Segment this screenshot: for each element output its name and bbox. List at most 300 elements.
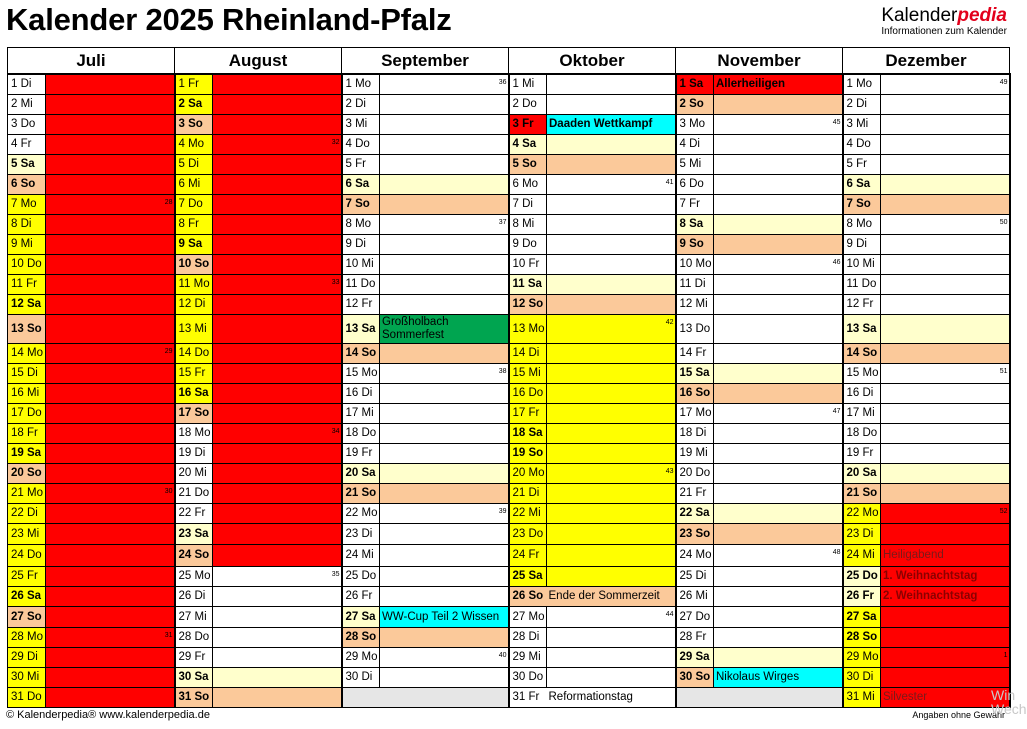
day-cell[interactable] bbox=[509, 274, 547, 294]
day-cell[interactable] bbox=[8, 503, 46, 523]
day-cell[interactable] bbox=[843, 383, 881, 403]
day-cell[interactable] bbox=[676, 606, 714, 627]
event-cell[interactable] bbox=[213, 214, 342, 234]
event-cell[interactable] bbox=[213, 423, 342, 443]
event-cell[interactable] bbox=[881, 523, 1010, 544]
day-cell[interactable] bbox=[8, 523, 46, 544]
day-cell[interactable] bbox=[342, 274, 380, 294]
day-cell[interactable] bbox=[342, 586, 380, 606]
day-cell[interactable] bbox=[342, 254, 380, 274]
day-cell[interactable] bbox=[8, 154, 46, 174]
day-cell[interactable] bbox=[843, 443, 881, 463]
event-cell[interactable] bbox=[547, 586, 676, 606]
event-cell[interactable] bbox=[213, 94, 342, 114]
day-cell[interactable] bbox=[175, 667, 213, 687]
event-cell[interactable] bbox=[46, 463, 175, 483]
day-cell[interactable] bbox=[8, 254, 46, 274]
event-cell[interactable] bbox=[46, 94, 175, 114]
day-cell[interactable] bbox=[509, 343, 547, 363]
event-cell[interactable] bbox=[46, 314, 175, 343]
event-cell[interactable] bbox=[881, 343, 1010, 363]
day-cell[interactable] bbox=[342, 523, 380, 544]
event-cell[interactable] bbox=[213, 194, 342, 214]
event-cell[interactable] bbox=[714, 566, 843, 586]
event-cell[interactable] bbox=[213, 314, 342, 343]
day-cell[interactable] bbox=[175, 606, 213, 627]
event-cell[interactable] bbox=[881, 403, 1010, 423]
event-cell[interactable] bbox=[213, 294, 342, 314]
event-cell[interactable] bbox=[547, 667, 676, 687]
day-cell[interactable] bbox=[342, 566, 380, 586]
day-cell[interactable] bbox=[676, 544, 714, 566]
day-cell[interactable] bbox=[342, 154, 380, 174]
event-cell[interactable] bbox=[46, 523, 175, 544]
event-cell[interactable] bbox=[213, 154, 342, 174]
event-cell[interactable] bbox=[714, 687, 843, 707]
event-cell[interactable] bbox=[380, 586, 509, 606]
day-cell[interactable] bbox=[175, 114, 213, 134]
day-cell[interactable] bbox=[509, 314, 547, 343]
event-cell[interactable] bbox=[714, 74, 843, 94]
day-cell[interactable] bbox=[843, 254, 881, 274]
event-cell[interactable] bbox=[547, 154, 676, 174]
day-cell[interactable] bbox=[843, 667, 881, 687]
event-cell[interactable] bbox=[213, 463, 342, 483]
day-cell[interactable] bbox=[175, 463, 213, 483]
day-cell[interactable] bbox=[509, 586, 547, 606]
day-cell[interactable] bbox=[342, 687, 380, 707]
event-cell[interactable] bbox=[714, 544, 843, 566]
day-cell[interactable] bbox=[676, 234, 714, 254]
event-cell[interactable] bbox=[46, 687, 175, 707]
event-cell[interactable] bbox=[380, 483, 509, 503]
day-cell[interactable] bbox=[843, 114, 881, 134]
day-cell[interactable] bbox=[843, 363, 881, 383]
day-cell[interactable] bbox=[342, 294, 380, 314]
day-cell[interactable] bbox=[509, 74, 547, 94]
event-cell[interactable] bbox=[547, 483, 676, 503]
event-cell[interactable] bbox=[881, 463, 1010, 483]
day-cell[interactable] bbox=[676, 586, 714, 606]
day-cell[interactable] bbox=[8, 647, 46, 667]
event-cell[interactable] bbox=[547, 214, 676, 234]
event-cell[interactable] bbox=[881, 503, 1010, 523]
event-cell[interactable] bbox=[714, 503, 843, 523]
event-cell[interactable] bbox=[380, 403, 509, 423]
event-cell[interactable] bbox=[46, 483, 175, 503]
day-cell[interactable] bbox=[676, 403, 714, 423]
event-cell[interactable] bbox=[881, 94, 1010, 114]
event-cell[interactable] bbox=[213, 606, 342, 627]
event-cell[interactable] bbox=[547, 463, 676, 483]
event-cell[interactable] bbox=[380, 254, 509, 274]
event-cell[interactable] bbox=[46, 343, 175, 363]
day-cell[interactable] bbox=[676, 627, 714, 647]
event-cell[interactable] bbox=[881, 383, 1010, 403]
day-cell[interactable] bbox=[676, 383, 714, 403]
event-cell[interactable] bbox=[881, 254, 1010, 274]
day-cell[interactable] bbox=[843, 687, 881, 707]
day-cell[interactable] bbox=[175, 586, 213, 606]
event-cell[interactable] bbox=[714, 194, 843, 214]
event-cell[interactable] bbox=[547, 403, 676, 423]
day-cell[interactable] bbox=[509, 403, 547, 423]
day-cell[interactable] bbox=[676, 566, 714, 586]
event-cell[interactable] bbox=[881, 363, 1010, 383]
day-cell[interactable] bbox=[843, 523, 881, 544]
day-cell[interactable] bbox=[175, 363, 213, 383]
day-cell[interactable] bbox=[509, 154, 547, 174]
event-cell[interactable] bbox=[213, 586, 342, 606]
day-cell[interactable] bbox=[676, 94, 714, 114]
day-cell[interactable] bbox=[509, 294, 547, 314]
event-cell[interactable] bbox=[547, 254, 676, 274]
event-cell[interactable] bbox=[380, 194, 509, 214]
day-cell[interactable] bbox=[509, 254, 547, 274]
event-cell[interactable] bbox=[714, 383, 843, 403]
day-cell[interactable] bbox=[342, 234, 380, 254]
day-cell[interactable] bbox=[676, 503, 714, 523]
day-cell[interactable] bbox=[8, 463, 46, 483]
day-cell[interactable] bbox=[509, 483, 547, 503]
event-cell[interactable] bbox=[46, 214, 175, 234]
event-cell[interactable] bbox=[380, 503, 509, 523]
day-cell[interactable] bbox=[676, 343, 714, 363]
event-cell[interactable] bbox=[46, 74, 175, 94]
day-cell[interactable] bbox=[8, 566, 46, 586]
event-cell[interactable] bbox=[46, 383, 175, 403]
day-cell[interactable] bbox=[843, 566, 881, 586]
event-cell[interactable] bbox=[380, 74, 509, 94]
event-cell[interactable] bbox=[881, 544, 1010, 566]
event-cell[interactable] bbox=[547, 503, 676, 523]
day-cell[interactable] bbox=[509, 383, 547, 403]
day-cell[interactable] bbox=[342, 383, 380, 403]
day-cell[interactable] bbox=[843, 314, 881, 343]
event-cell[interactable] bbox=[213, 566, 342, 586]
day-cell[interactable] bbox=[8, 343, 46, 363]
day-cell[interactable] bbox=[843, 274, 881, 294]
day-cell[interactable] bbox=[843, 294, 881, 314]
day-cell[interactable] bbox=[509, 363, 547, 383]
event-cell[interactable] bbox=[714, 114, 843, 134]
day-cell[interactable] bbox=[676, 174, 714, 194]
day-cell[interactable] bbox=[8, 114, 46, 134]
event-cell[interactable] bbox=[714, 294, 843, 314]
event-cell[interactable] bbox=[213, 627, 342, 647]
day-cell[interactable] bbox=[676, 483, 714, 503]
day-cell[interactable] bbox=[8, 134, 46, 154]
day-cell[interactable] bbox=[175, 627, 213, 647]
event-cell[interactable] bbox=[547, 194, 676, 214]
event-cell[interactable] bbox=[46, 423, 175, 443]
event-cell[interactable] bbox=[46, 647, 175, 667]
event-cell[interactable] bbox=[714, 627, 843, 647]
event-cell[interactable] bbox=[714, 214, 843, 234]
day-cell[interactable] bbox=[342, 503, 380, 523]
event-cell[interactable] bbox=[881, 114, 1010, 134]
event-cell[interactable] bbox=[46, 606, 175, 627]
event-cell[interactable] bbox=[881, 154, 1010, 174]
day-cell[interactable] bbox=[175, 383, 213, 403]
day-cell[interactable] bbox=[676, 114, 714, 134]
day-cell[interactable] bbox=[509, 687, 547, 707]
event-cell[interactable] bbox=[881, 586, 1010, 606]
event-cell[interactable] bbox=[714, 314, 843, 343]
event-cell[interactable] bbox=[881, 443, 1010, 463]
event-cell[interactable] bbox=[380, 566, 509, 586]
day-cell[interactable] bbox=[509, 463, 547, 483]
day-cell[interactable] bbox=[342, 443, 380, 463]
day-cell[interactable] bbox=[175, 647, 213, 667]
event-cell[interactable] bbox=[380, 94, 509, 114]
event-cell[interactable] bbox=[714, 154, 843, 174]
event-cell[interactable] bbox=[213, 687, 342, 707]
event-cell[interactable] bbox=[46, 194, 175, 214]
day-cell[interactable] bbox=[342, 627, 380, 647]
event-cell[interactable] bbox=[380, 647, 509, 667]
day-cell[interactable] bbox=[8, 423, 46, 443]
event-cell[interactable] bbox=[881, 274, 1010, 294]
event-cell[interactable] bbox=[547, 383, 676, 403]
day-cell[interactable] bbox=[8, 363, 46, 383]
day-cell[interactable] bbox=[676, 314, 714, 343]
event-cell[interactable] bbox=[714, 234, 843, 254]
event-cell[interactable] bbox=[380, 523, 509, 544]
event-cell[interactable] bbox=[380, 174, 509, 194]
event-cell[interactable] bbox=[46, 274, 175, 294]
day-cell[interactable] bbox=[843, 234, 881, 254]
event-cell[interactable] bbox=[714, 443, 843, 463]
event-cell[interactable] bbox=[213, 114, 342, 134]
event-cell[interactable] bbox=[714, 463, 843, 483]
day-cell[interactable] bbox=[342, 174, 380, 194]
day-cell[interactable] bbox=[175, 566, 213, 586]
day-cell[interactable] bbox=[509, 443, 547, 463]
day-cell[interactable] bbox=[8, 627, 46, 647]
day-cell[interactable] bbox=[342, 544, 380, 566]
day-cell[interactable] bbox=[175, 154, 213, 174]
day-cell[interactable] bbox=[342, 343, 380, 363]
day-cell[interactable] bbox=[843, 174, 881, 194]
day-cell[interactable] bbox=[509, 94, 547, 114]
day-cell[interactable] bbox=[8, 214, 46, 234]
event-cell[interactable] bbox=[547, 174, 676, 194]
day-cell[interactable] bbox=[509, 544, 547, 566]
event-cell[interactable] bbox=[881, 194, 1010, 214]
day-cell[interactable] bbox=[342, 483, 380, 503]
event-cell[interactable] bbox=[714, 403, 843, 423]
event-cell[interactable] bbox=[46, 544, 175, 566]
event-cell[interactable] bbox=[46, 443, 175, 463]
day-cell[interactable] bbox=[175, 443, 213, 463]
day-cell[interactable] bbox=[8, 174, 46, 194]
day-cell[interactable] bbox=[843, 194, 881, 214]
event-cell[interactable] bbox=[714, 134, 843, 154]
event-cell[interactable] bbox=[380, 606, 509, 627]
brand-logo[interactable] bbox=[881, 6, 1007, 37]
event-cell[interactable] bbox=[547, 294, 676, 314]
day-cell[interactable] bbox=[8, 586, 46, 606]
event-cell[interactable] bbox=[380, 383, 509, 403]
day-cell[interactable] bbox=[342, 214, 380, 234]
event-cell[interactable] bbox=[213, 443, 342, 463]
day-cell[interactable] bbox=[509, 134, 547, 154]
day-cell[interactable] bbox=[175, 687, 213, 707]
day-cell[interactable] bbox=[8, 74, 46, 94]
day-cell[interactable] bbox=[843, 343, 881, 363]
event-cell[interactable] bbox=[213, 483, 342, 503]
event-cell[interactable] bbox=[547, 134, 676, 154]
event-cell[interactable] bbox=[547, 606, 676, 627]
event-cell[interactable] bbox=[547, 234, 676, 254]
event-cell[interactable] bbox=[46, 403, 175, 423]
event-cell[interactable] bbox=[380, 463, 509, 483]
day-cell[interactable] bbox=[676, 687, 714, 707]
event-cell[interactable] bbox=[380, 294, 509, 314]
day-cell[interactable] bbox=[843, 403, 881, 423]
event-cell[interactable] bbox=[714, 343, 843, 363]
day-cell[interactable] bbox=[175, 274, 213, 294]
event-cell[interactable] bbox=[547, 94, 676, 114]
day-cell[interactable] bbox=[342, 647, 380, 667]
day-cell[interactable] bbox=[676, 294, 714, 314]
day-cell[interactable] bbox=[843, 483, 881, 503]
day-cell[interactable] bbox=[342, 194, 380, 214]
event-cell[interactable] bbox=[547, 274, 676, 294]
event-cell[interactable] bbox=[46, 154, 175, 174]
event-cell[interactable] bbox=[213, 343, 342, 363]
day-cell[interactable] bbox=[8, 606, 46, 627]
day-cell[interactable] bbox=[676, 154, 714, 174]
day-cell[interactable] bbox=[843, 627, 881, 647]
day-cell[interactable] bbox=[342, 463, 380, 483]
event-cell[interactable] bbox=[46, 667, 175, 687]
day-cell[interactable] bbox=[175, 134, 213, 154]
event-cell[interactable] bbox=[547, 343, 676, 363]
day-cell[interactable] bbox=[8, 483, 46, 503]
day-cell[interactable] bbox=[8, 274, 46, 294]
day-cell[interactable] bbox=[175, 294, 213, 314]
day-cell[interactable] bbox=[175, 423, 213, 443]
event-cell[interactable] bbox=[714, 586, 843, 606]
event-cell[interactable] bbox=[714, 423, 843, 443]
event-cell[interactable] bbox=[46, 234, 175, 254]
day-cell[interactable] bbox=[676, 194, 714, 214]
day-cell[interactable] bbox=[676, 667, 714, 687]
day-cell[interactable] bbox=[843, 606, 881, 627]
event-cell[interactable] bbox=[714, 174, 843, 194]
event-cell[interactable] bbox=[380, 687, 509, 707]
day-cell[interactable] bbox=[175, 314, 213, 343]
event-cell[interactable] bbox=[881, 174, 1010, 194]
day-cell[interactable] bbox=[175, 94, 213, 114]
event-cell[interactable] bbox=[213, 134, 342, 154]
day-cell[interactable] bbox=[342, 363, 380, 383]
day-cell[interactable] bbox=[8, 194, 46, 214]
event-cell[interactable] bbox=[881, 606, 1010, 627]
day-cell[interactable] bbox=[175, 523, 213, 544]
event-cell[interactable] bbox=[380, 234, 509, 254]
event-cell[interactable] bbox=[46, 174, 175, 194]
event-cell[interactable] bbox=[547, 687, 676, 707]
event-cell[interactable] bbox=[881, 134, 1010, 154]
day-cell[interactable] bbox=[342, 423, 380, 443]
event-cell[interactable] bbox=[46, 627, 175, 647]
day-cell[interactable] bbox=[676, 443, 714, 463]
day-cell[interactable] bbox=[676, 363, 714, 383]
event-cell[interactable] bbox=[380, 274, 509, 294]
day-cell[interactable] bbox=[509, 647, 547, 667]
event-cell[interactable] bbox=[380, 114, 509, 134]
day-cell[interactable] bbox=[843, 214, 881, 234]
event-cell[interactable] bbox=[213, 274, 342, 294]
day-cell[interactable] bbox=[843, 134, 881, 154]
event-cell[interactable] bbox=[881, 483, 1010, 503]
day-cell[interactable] bbox=[8, 544, 46, 566]
day-cell[interactable] bbox=[676, 74, 714, 94]
event-cell[interactable] bbox=[46, 294, 175, 314]
event-cell[interactable] bbox=[380, 363, 509, 383]
day-cell[interactable] bbox=[509, 566, 547, 586]
day-cell[interactable] bbox=[175, 174, 213, 194]
event-cell[interactable] bbox=[213, 403, 342, 423]
event-cell[interactable] bbox=[881, 667, 1010, 687]
day-cell[interactable] bbox=[843, 74, 881, 94]
day-cell[interactable] bbox=[843, 503, 881, 523]
event-cell[interactable] bbox=[380, 544, 509, 566]
event-cell[interactable] bbox=[714, 363, 843, 383]
event-cell[interactable] bbox=[213, 667, 342, 687]
event-cell[interactable] bbox=[547, 74, 676, 94]
event-cell[interactable] bbox=[547, 627, 676, 647]
day-cell[interactable] bbox=[175, 234, 213, 254]
event-cell[interactable] bbox=[46, 566, 175, 586]
event-cell[interactable] bbox=[547, 114, 676, 134]
day-cell[interactable] bbox=[676, 254, 714, 274]
event-cell[interactable] bbox=[881, 234, 1010, 254]
day-cell[interactable] bbox=[509, 606, 547, 627]
event-cell[interactable] bbox=[881, 74, 1010, 94]
event-cell[interactable] bbox=[213, 174, 342, 194]
day-cell[interactable] bbox=[843, 544, 881, 566]
day-cell[interactable] bbox=[843, 463, 881, 483]
day-cell[interactable] bbox=[843, 154, 881, 174]
event-cell[interactable] bbox=[714, 483, 843, 503]
event-cell[interactable] bbox=[714, 94, 843, 114]
event-cell[interactable] bbox=[881, 423, 1010, 443]
event-cell[interactable] bbox=[46, 363, 175, 383]
event-cell[interactable] bbox=[380, 343, 509, 363]
event-cell[interactable] bbox=[46, 586, 175, 606]
event-cell[interactable] bbox=[213, 234, 342, 254]
day-cell[interactable] bbox=[676, 647, 714, 667]
event-cell[interactable] bbox=[380, 134, 509, 154]
day-cell[interactable] bbox=[8, 234, 46, 254]
day-cell[interactable] bbox=[509, 627, 547, 647]
day-cell[interactable] bbox=[676, 214, 714, 234]
day-cell[interactable] bbox=[342, 114, 380, 134]
event-cell[interactable] bbox=[714, 667, 843, 687]
event-cell[interactable] bbox=[213, 503, 342, 523]
day-cell[interactable] bbox=[843, 586, 881, 606]
event-cell[interactable] bbox=[213, 544, 342, 566]
event-cell[interactable] bbox=[714, 254, 843, 274]
event-cell[interactable] bbox=[380, 627, 509, 647]
day-cell[interactable] bbox=[175, 74, 213, 94]
event-cell[interactable] bbox=[881, 627, 1010, 647]
event-cell[interactable] bbox=[547, 523, 676, 544]
